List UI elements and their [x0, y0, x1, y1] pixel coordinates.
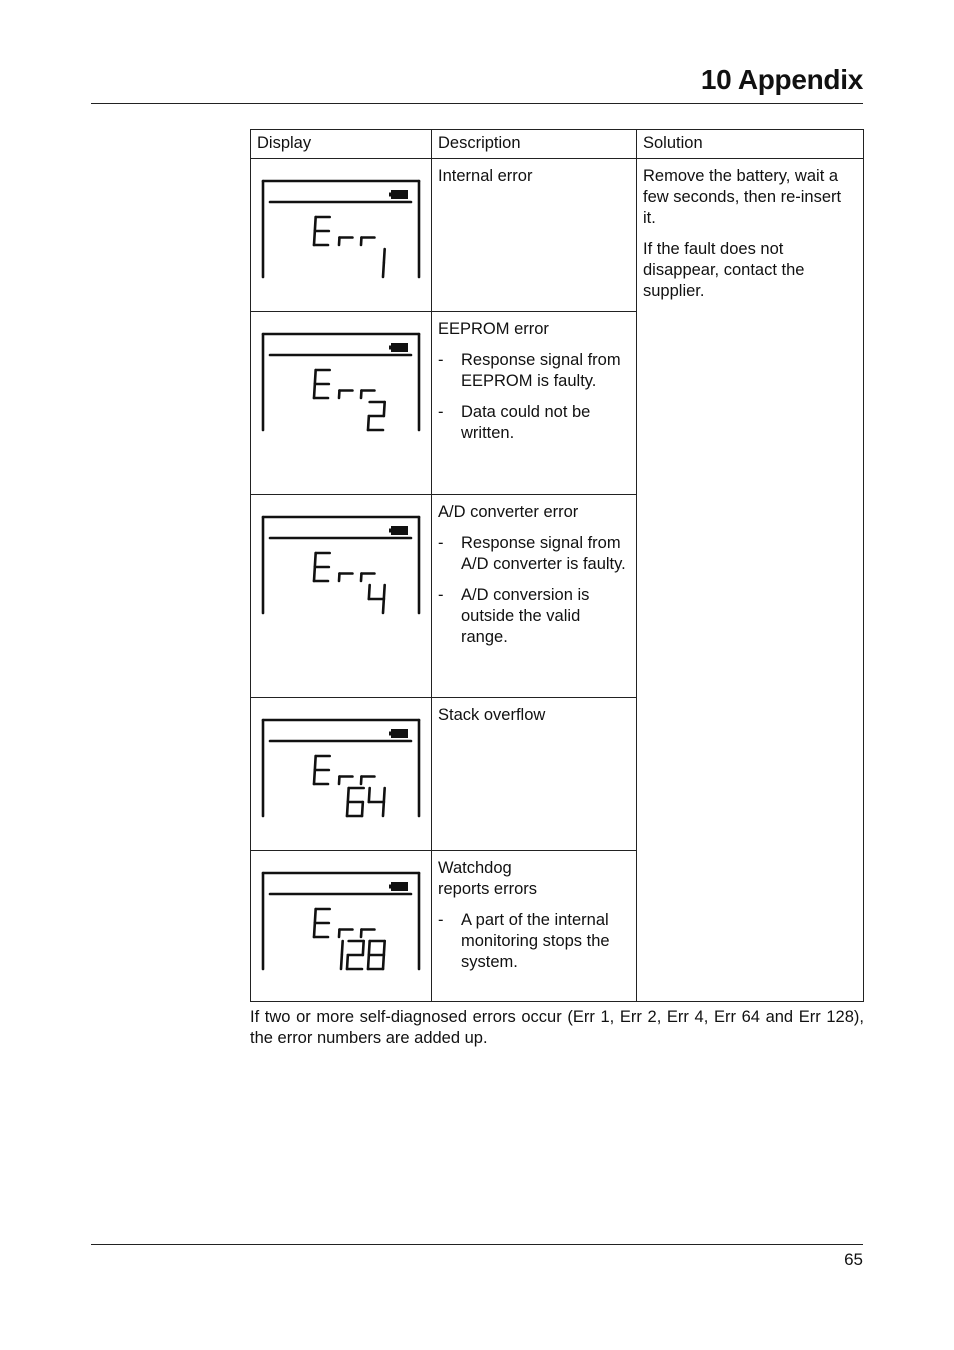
- footnote: If two or more self-diagnosed errors occur (Err 1, Err 2, Err 4, Err 64 and Err 128), the error numbers are added up.: [250, 1008, 864, 1047]
- battery-icon: [391, 729, 408, 738]
- display-cell: [251, 495, 432, 698]
- header-solution: Solution: [637, 130, 864, 159]
- lcd-digit-E: [314, 553, 330, 581]
- battery-icon: [391, 526, 408, 535]
- lcd-display-err-2: [251, 312, 431, 452]
- lcd-digit-E: [314, 217, 330, 245]
- battery-terminal-icon: [389, 529, 391, 533]
- lcd-digit-r: [361, 391, 374, 399]
- error-details: [438, 350, 630, 444]
- page-number: 65: [844, 1250, 863, 1269]
- detail-item: - Response signal from A/D converter is faulty.: [438, 533, 630, 575]
- error-table: [250, 129, 864, 1002]
- detail-item: - A part of the internal monitoring stops the system.: [438, 910, 630, 973]
- battery-icon: [391, 190, 408, 199]
- description-cell: [432, 851, 637, 1002]
- lcd-digit-4: [369, 585, 385, 613]
- lcd-digit-r: [339, 391, 352, 399]
- detail-item: - Data could not be written.: [438, 402, 630, 444]
- display-cell: [251, 312, 432, 495]
- description-cell: [432, 312, 637, 495]
- lcd-digit-r: [361, 930, 374, 938]
- lcd-digit-8: [368, 941, 385, 969]
- error-title: Watchdog reports errors: [438, 859, 538, 898]
- header-display: Display: [251, 130, 432, 159]
- lcd-digit-4: [369, 788, 385, 816]
- lcd-digit-r: [361, 777, 374, 785]
- footer-rule: [91, 1244, 863, 1245]
- solution-paragraph: If the fault does not disappear, contact the supplier.: [643, 240, 805, 300]
- battery-terminal-icon: [389, 193, 391, 197]
- detail-item: - A/D conversion is outside the valid range.: [438, 585, 630, 648]
- battery-terminal-icon: [389, 885, 391, 889]
- error-title: EEPROM error: [438, 320, 549, 338]
- detail-item: - Response signal from EEPROM is faulty.: [438, 350, 630, 392]
- chapter-title: 10 Appendix: [700, 64, 863, 95]
- lcd-display-err-1: [251, 159, 431, 299]
- table-header-row: [251, 130, 864, 159]
- description-cell: [432, 159, 637, 312]
- lcd-digit-r: [339, 574, 352, 582]
- error-details: [438, 910, 630, 973]
- lcd-digit-r: [339, 238, 352, 246]
- battery-icon: [391, 882, 408, 891]
- lcd-digit-E: [314, 909, 330, 937]
- error-title: Stack overflow: [438, 706, 546, 724]
- error-title: Internal error: [438, 167, 533, 185]
- battery-terminal-icon: [389, 346, 391, 350]
- table-row: [251, 159, 864, 312]
- lcd-digit-r: [339, 777, 352, 785]
- solution-cell: [637, 159, 864, 1002]
- lcd-digit-r: [339, 930, 352, 938]
- lcd-digit-1: [383, 249, 385, 277]
- header-description: Description: [432, 130, 637, 159]
- display-cell: [251, 851, 432, 1002]
- battery-terminal-icon: [389, 732, 391, 736]
- display-cell: [251, 159, 432, 312]
- error-title: A/D converter error: [438, 503, 579, 521]
- lcd-digit-r: [361, 238, 374, 246]
- battery-icon: [391, 343, 408, 352]
- lcd-digit-2: [347, 941, 364, 969]
- lcd-digit-1: [341, 941, 343, 969]
- lcd-display-err-128: [251, 851, 431, 991]
- lcd-digit-r: [361, 574, 374, 582]
- description-cell: [432, 495, 637, 698]
- display-cell: [251, 698, 432, 851]
- lcd-digit-E: [314, 756, 330, 784]
- description-cell: [432, 698, 637, 851]
- error-details: [438, 533, 630, 648]
- solution-paragraph: Remove the battery, wait a few seconds, then re-insert it.: [643, 167, 842, 227]
- header-rule: [91, 103, 863, 104]
- lcd-display-err-64: [251, 698, 431, 838]
- lcd-digit-6: [347, 788, 364, 816]
- lcd-display-err-4: [251, 495, 431, 635]
- lcd-digit-E: [314, 370, 330, 398]
- lcd-digit-2: [368, 402, 385, 430]
